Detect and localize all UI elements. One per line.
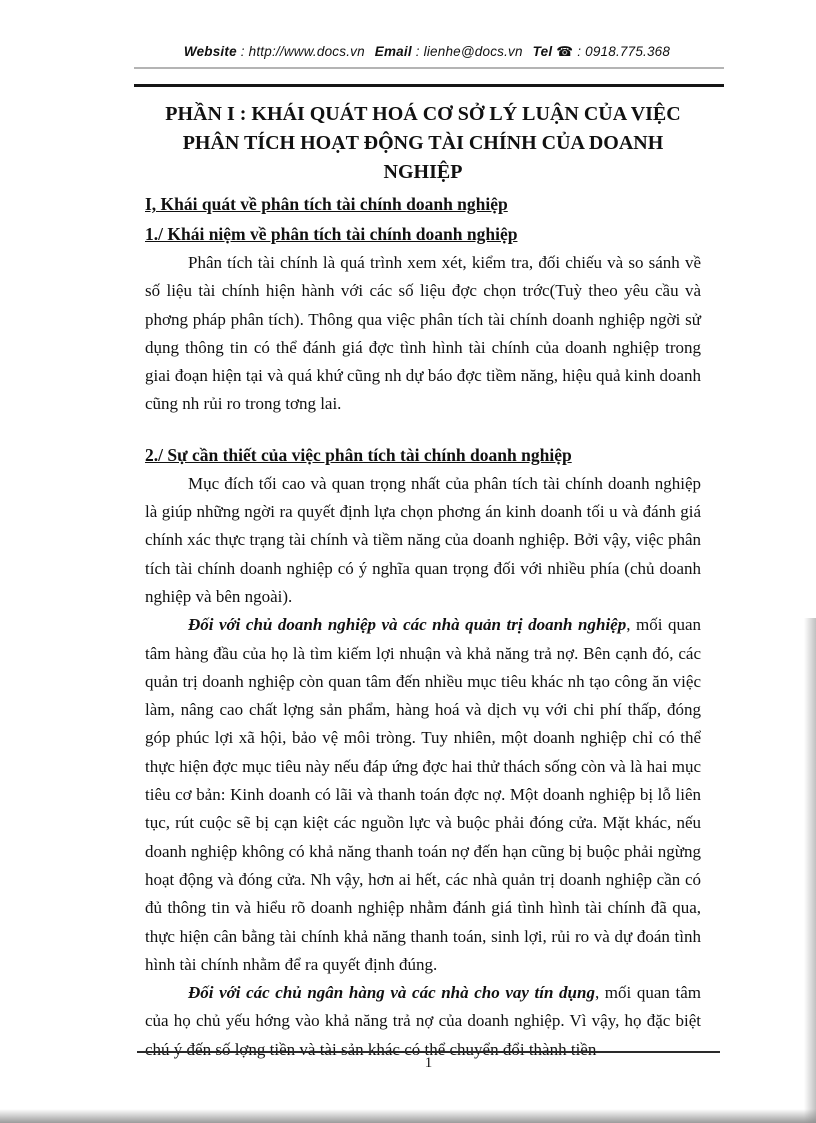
document-title: PHẦN I : KHÁI QUÁT HOÁ CƠ SỞ LÝ LUẬN CỦA VIỆC PHÂN TÍCH HOẠT ĐỘNG TÀI CHÍNH CỦA DOANH NGHIỆP	[165, 103, 681, 183]
paragraph-4-body: , mối quan tâm của họ chủ yếu hớng vào khả năng trả nợ của doanh nghiệp. Vì vậy, họ đặc biệt chú ý đến số lợng tiền và tài sản khác có thể chuyển đổi thành tiền	[145, 983, 701, 1059]
email-value: : lienhe@docs.vn	[415, 44, 523, 59]
page-number: 1	[424, 1055, 433, 1071]
paragraph-3-lead: Đối với chủ doanh nghiệp và các nhà quản trị doanh nghiệp	[188, 615, 627, 635]
email-label: Email	[374, 44, 412, 59]
section-heading-1-1: 1./ Khái niệm về phân tích tài chính doanh nghiệp	[145, 224, 518, 244]
document-body	[145, 100, 701, 1064]
paragraph-3-body: , mối quan tâm hàng đầu của họ là tìm kiếm lợi nhuận và khả năng trả nợ. Bên cạnh đó, các quản trị doanh nghiệp còn quan tâm đến nhiều mục tiêu khác nh tạo công ăn việc làm, nâng cao chất lợng sản phẩm, hàng hoá và dịch vụ với chi phí thấp, đóng góp phúc lợi xã hội, bảo vệ môi tròng. Tuy nhiên, một doanh nghiệp chỉ có thể thực hiện đợc mục tiêu này nếu đáp ứng đợc hai thử thách sống còn và là hai mục tiêu cơ bản: Kinh doanh có lãi và thanh toán đợc nợ. Một doanh nghiệp bị lỗ liên tục, rút cuộc sẽ bị cạn kiệt các nguồn lực và buộc phải đóng cửa. Mặt khác, nếu doanh nghiệp không có khả năng thanh toán nợ đến hạn cũng bị buộc phải ngừng hoạt động và đóng cửa. Nh vậy, hơn ai hết, các nhà quản trị doanh nghiệp cần có đủ thông tin và hiểu rõ doanh nghiệp nhằm đánh giá tình hình tài chính đã qua, thực hiện cân bằng tài chính khả năng thanh toán, sinh lợi, rủi ro và dự đoán tình hình tài chính nhằm để ra quyết định đúng.	[145, 615, 701, 974]
scan-edge-right	[804, 618, 816, 1123]
header-rule-thick	[134, 84, 724, 87]
header-tel	[533, 44, 670, 59]
website-label: Website	[183, 44, 237, 59]
paragraph-4-lead: Đối với các chủ ngân hàng và các nhà cho vay tín dụng	[188, 983, 595, 1003]
tel-label: Tel	[532, 44, 553, 59]
tel-value: : 0918.775.368	[577, 44, 671, 59]
phone-icon: ☎	[556, 44, 574, 59]
section-heading-2: 2./ Sự cần thiết của việc phân tích tài chính doanh nghiệp	[145, 444, 572, 465]
header-rule-thin	[134, 67, 724, 69]
scan-edge-bottom	[0, 1109, 816, 1123]
paragraph-2: Mục đích tối cao và quan trọng nhất của phân tích tài chính doanh nghiệp là giúp những ngời ra quyết định lựa chọn phơng án kinh doanh tối u và đánh giá chính xác thực trạng tài chính và tiềm năng của doanh nghiệp. Bởi vậy, việc phân tích tài chính doanh nghiệp có ý nghĩa quan trọng đối với nhiều phía (chủ doanh nghiệp và bên ngoài).	[145, 473, 701, 606]
paragraph-1: Phân tích tài chính là quá trình xem xét, kiểm tra, đối chiếu và so sánh về số liệu tài chính hiện hành với các số liệu đợc chọn trớc(Tuỳ theo yêu cầu và phơng pháp phân tích). Thông qua việc phân tích tài chính doanh nghiệp ngời sử dụng thông tin có thể đánh giá đợc tình hình tài chính của doanh nghiệp trong giai đoạn hiện tại và quá khứ cũng nh dự báo đợc tiềm năng, hiệu quả kinh doanh cũng nh rủi ro trong tơng lai.	[145, 253, 701, 414]
section-heading-1: I, Khái quát về phân tích tài chính doanh nghiệp	[145, 194, 508, 214]
website-value: : http://www.docs.vn	[240, 44, 365, 59]
header-website	[184, 44, 365, 59]
header-email	[375, 44, 523, 59]
page-header	[136, 44, 724, 60]
footer-rule	[137, 1051, 720, 1053]
paragraph-3	[145, 611, 701, 979]
